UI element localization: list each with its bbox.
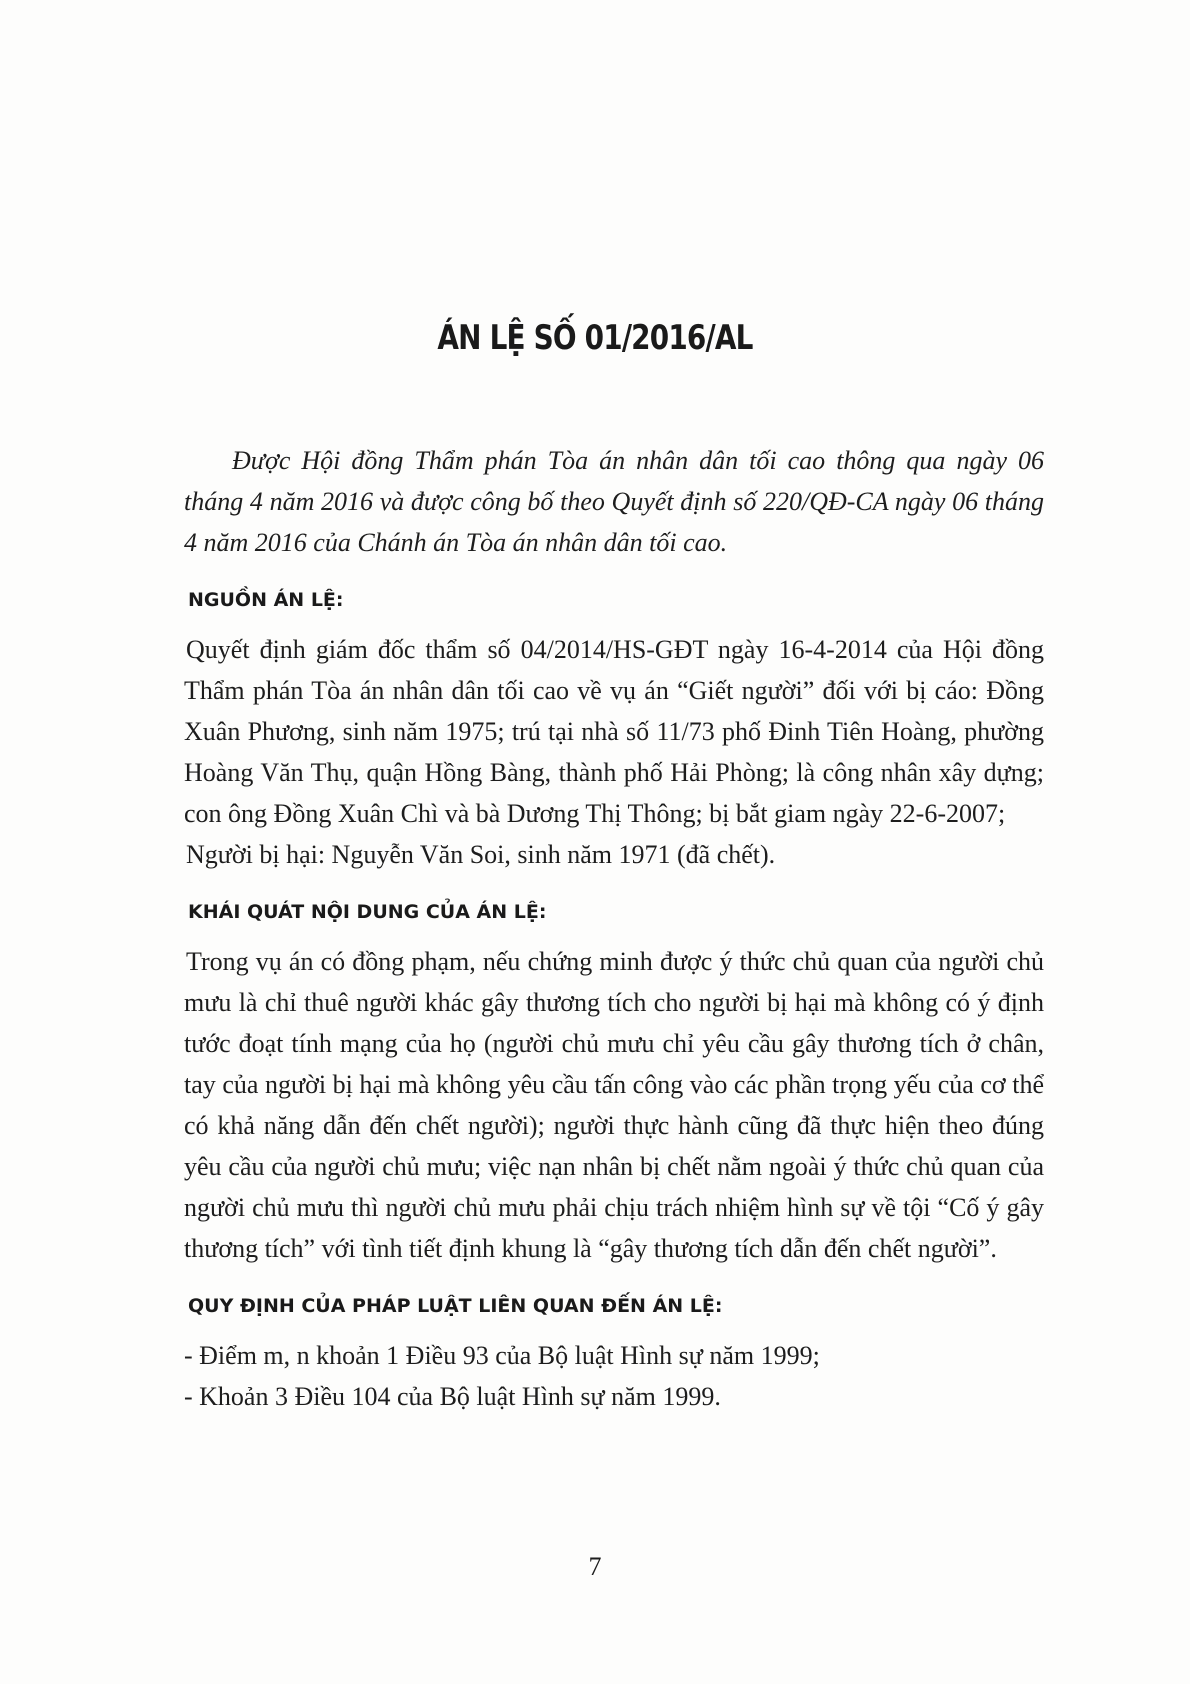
law-item: - Khoản 3 Điều 104 của Bộ luật Hình sự năm 1999. [184, 1382, 721, 1411]
source-paragraph: Quyết định giám đốc thẩm số 04/2014/HS-GĐT ngày 16-4-2014 của Hội đồng Thẩm phán Tòa án nhân dân tối cao về vụ án “Giết người” đối với bị cáo: Đồng Xuân Phương, sinh năm 1975; trú tại nhà số 11/73 phố Đinh Tiên Hoàng, phường Hoàng Văn Thụ, quận Hồng Bàng, thành phố Hải Phòng; là công nhân xây dựng; con ông Đồng Xuân Chì và bà Dương Thị Thông; bị bắt giam ngày 22-6-2007; [184, 635, 1044, 828]
document-body [184, 440, 1044, 1417]
summary-heading: KHÁI QUÁT NỘI DUNG CỦA ÁN LỆ: [188, 901, 547, 923]
document-title: ÁN LỆ SỐ 01/2016/AL [437, 318, 753, 358]
law-heading: QUY ĐỊNH CỦA PHÁP LUẬT LIÊN QUAN ĐẾN ÁN LỆ: [188, 1295, 723, 1317]
summary-paragraph: Trong vụ án có đồng phạm, nếu chứng minh được ý thức chủ quan của người chủ mưu là chỉ thuê người khác gây thương tích cho người bị hại mà không có ý định tước đoạt tính mạng của họ (người chủ mưu chỉ yêu cầu gây thương tích ở chân, tay của người bị hại mà không yêu cầu tấn công vào các phần trọng yếu của cơ thể có khả năng dẫn đến chết người); người thực hành cũng đã thực hiện theo đúng yêu cầu của người chủ mưu; việc nạn nhân bị chết nằm ngoài ý thức chủ quan của người chủ mưu thì người chủ mưu phải chịu trách nhiệm hình sự về tội “Cố ý gây thương tích” với tình tiết định khung là “gây thương tích dẫn đến chết người”. [184, 947, 1044, 1263]
intro-paragraph: Được Hội đồng Thẩm phán Tòa án nhân dân tối cao thông qua ngày 06 tháng 4 năm 2016 và được công bố theo Quyết định số 220/QĐ-CA ngày 06 tháng 4 năm 2016 của Chánh án Tòa án nhân dân tối cao. [184, 446, 1044, 557]
victim-paragraph: Người bị hại: Nguyễn Văn Soi, sinh năm 1971 (đã chết). [186, 840, 776, 869]
law-item: - Điểm m, n khoản 1 Điều 93 của Bộ luật Hình sự năm 1999; [184, 1341, 820, 1370]
page-number: 7 [588, 1552, 602, 1581]
law-list [184, 1335, 1044, 1417]
source-heading: NGUỒN ÁN LỆ: [188, 589, 344, 611]
